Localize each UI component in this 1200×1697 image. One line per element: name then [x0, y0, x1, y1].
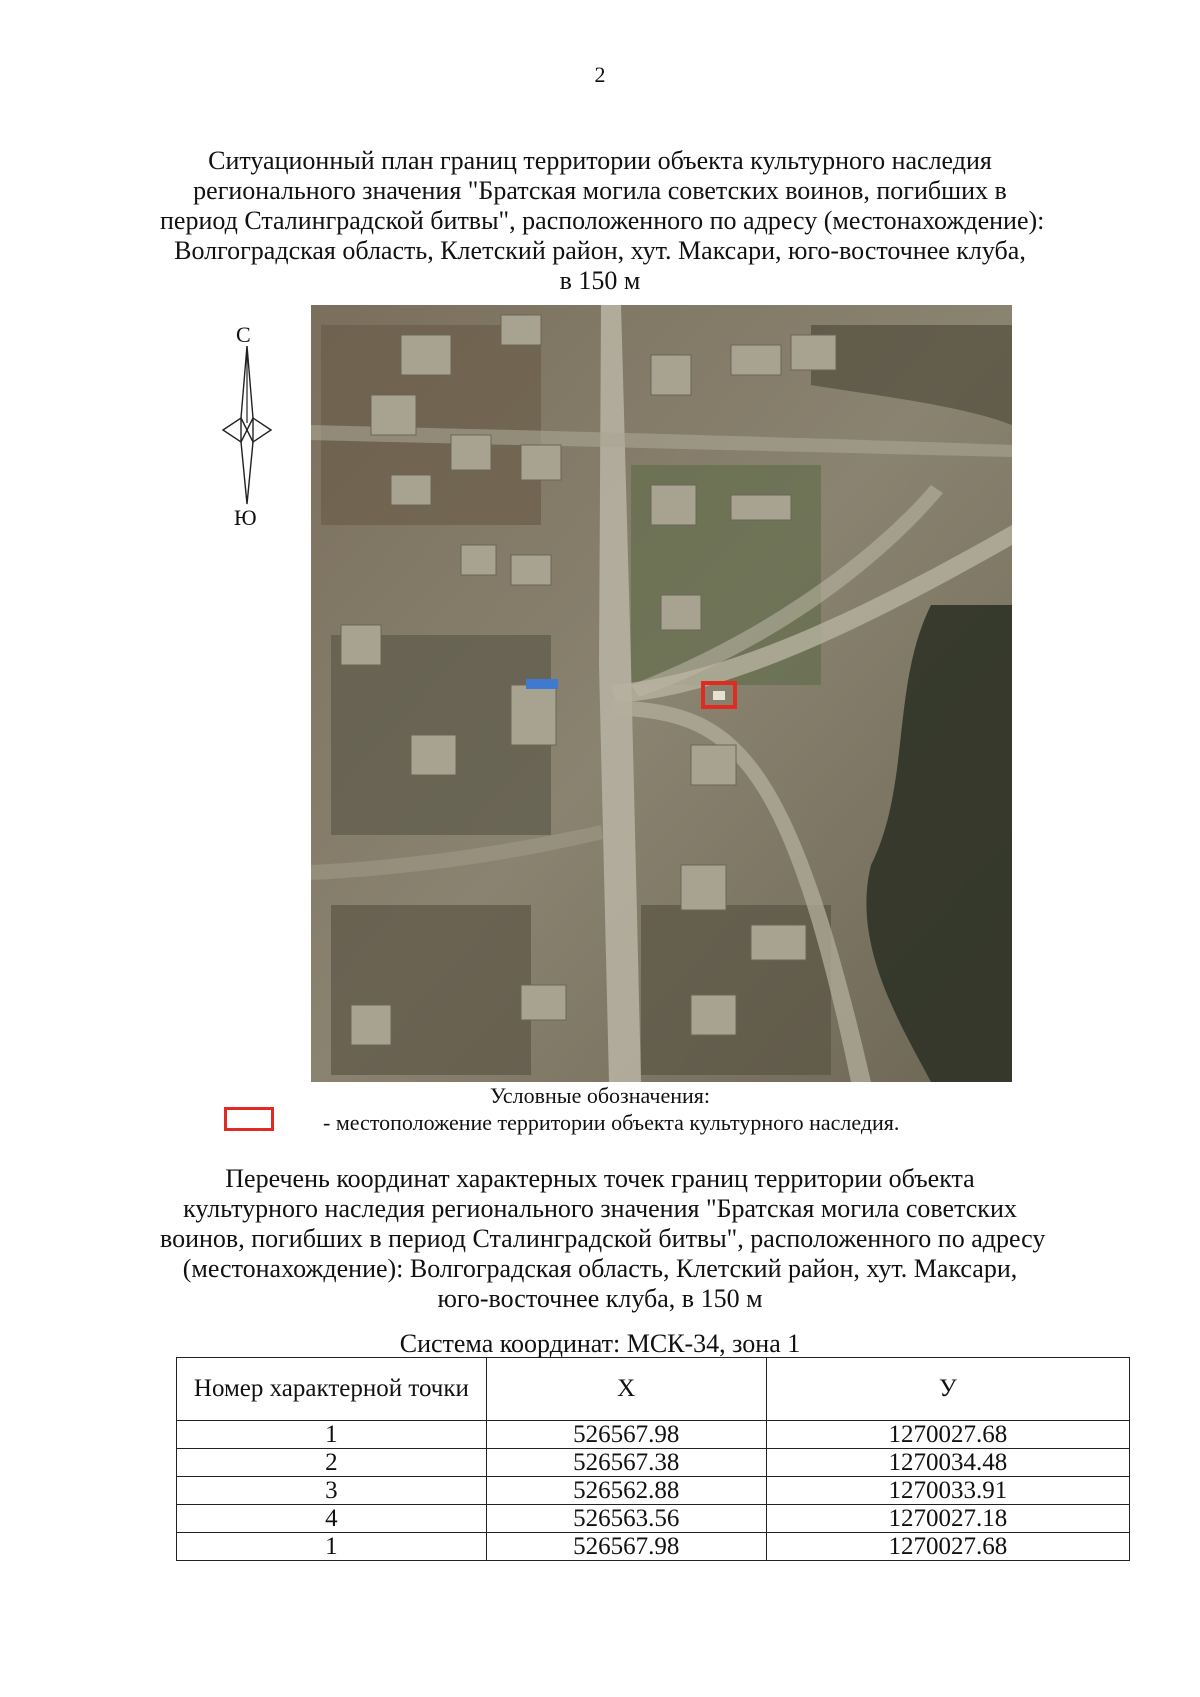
plan-title-line: Ситуационный план границ территории объекта культурного наследия [208, 146, 992, 175]
coordinates-table [176, 1357, 1130, 1561]
list-title-line: воинов, погибших в период Сталинградской битвы", расположенного по адресу [160, 1224, 1046, 1253]
cell-point-number: 1 [177, 1421, 487, 1449]
compass-south-label: Ю [234, 505, 257, 530]
table-row [177, 1449, 1130, 1477]
list-title-line: Перечень координат характерных точек границ территории объекта [225, 1164, 975, 1193]
plan-title-line: Волгоградская область, Клетский район, хут. Максари, юго-восточнее клуба, [174, 236, 1026, 265]
plan-title-line: регионального значения "Братская могила советских воинов, погибших в [193, 176, 1007, 205]
plan-title [160, 146, 1045, 296]
plan-title-line: период Сталинградской битвы", расположенного по адресу (местонахождение): [160, 206, 1045, 235]
cell-x: 526562.88 [486, 1477, 766, 1505]
satellite-map-image [311, 305, 1012, 1082]
cell-point-number: 3 [177, 1477, 487, 1505]
legend-item-text: - местоположение территории объекта культурного наследия. [323, 1110, 900, 1135]
coordinate-system-label: Система координат: МСК-34, зона 1 [399, 1329, 801, 1358]
header-x: X [486, 1358, 766, 1421]
cell-x: 526567.98 [486, 1421, 766, 1449]
table-row [177, 1505, 1130, 1533]
coordinates-list-title [160, 1164, 1046, 1314]
legend-title: Условные обозначения: [489, 1083, 711, 1108]
list-title-line: юго-восточнее клуба, в 150 м [437, 1284, 763, 1313]
cell-x: 526567.38 [486, 1449, 766, 1477]
cell-point-number: 2 [177, 1449, 487, 1477]
table-header-row [177, 1358, 1130, 1421]
cell-y: 1270034.48 [766, 1449, 1129, 1477]
cell-y: 1270027.18 [766, 1505, 1129, 1533]
compass-north-label: С [236, 322, 251, 347]
header-y: У [766, 1358, 1129, 1421]
cell-y: 1270027.68 [766, 1421, 1129, 1449]
table-row [177, 1477, 1130, 1505]
legend-swatch [224, 1107, 274, 1131]
cell-y: 1270033.91 [766, 1477, 1129, 1505]
list-title-line: (местонахождение): Волгоградская область, Клетский район, хут. Максари, [182, 1254, 1018, 1283]
cell-y: 1270027.68 [766, 1533, 1129, 1561]
cell-point-number: 1 [177, 1533, 487, 1561]
compass-arrow-icon [215, 318, 275, 528]
table-row [177, 1533, 1130, 1561]
page-number: 2 [594, 62, 606, 87]
cell-x: 526567.98 [486, 1533, 766, 1561]
table-row [177, 1421, 1130, 1449]
list-title-line: культурного наследия регионального значения "Братская могила советских [183, 1194, 1017, 1223]
plan-title-line: в 150 м [559, 266, 641, 295]
cell-point-number: 4 [177, 1505, 487, 1533]
header-point-number: Номер характерной точки [177, 1358, 487, 1421]
cell-x: 526563.56 [486, 1505, 766, 1533]
